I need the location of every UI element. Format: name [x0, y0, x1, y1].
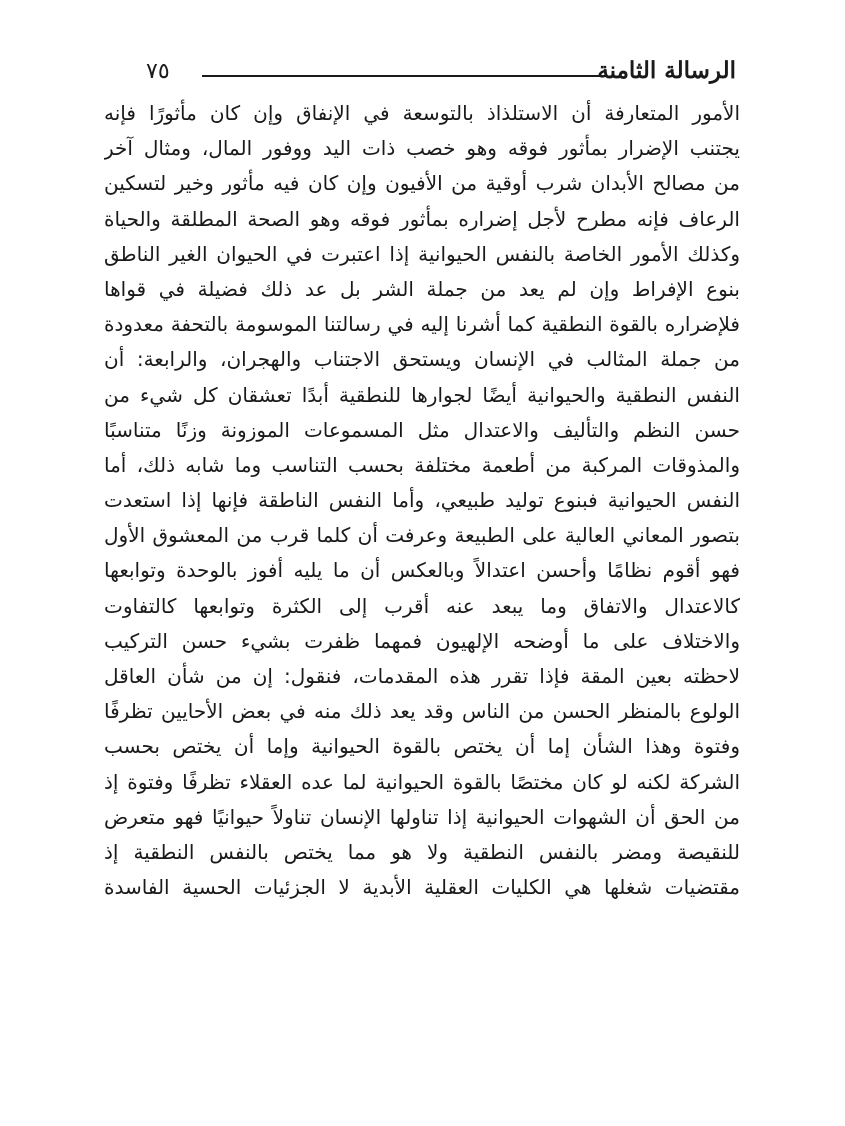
text-line: من جملة المثالب في الإنسان ويستحق الاجتناب والهجران، والرابعة: أن [104, 347, 740, 372]
text-line: كالاعتدال والاتفاق وما يبعد عنه أقرب إلى الكثرة وتوابعها كالتفاوت [104, 593, 740, 618]
text-line: للنقيصة ومضر بالنفس النطقية ولا هو مما يختص بالنفس النطقية إذ [104, 839, 740, 864]
text-line: الرعاف فإنه مطرح لأجل إضراره بمأثور فوقه وهو الصحة المطلقة والحياة [104, 206, 740, 231]
text-line: وفتوة وهذا الشأن إما أن يختص بالقوة الحيوانية وإما أن يختص بحسب [104, 734, 740, 759]
text-line: يجتنب الإضرار بمأثور فوقه وهو خصب ذات اليد ووفور المال، ومثال آخر [104, 136, 740, 161]
text-line: من الحق أن الشهوات الحيوانية إذا تناولها الإنسان تناولاً حيوانيًا فهو متعرض [104, 804, 740, 829]
running-title: الرسالة الثامنة [597, 57, 736, 84]
text-line: بنوع الإفراط وإن لم يعد من جملة الشر بل عد ذلك فضيلة في قواها [104, 276, 740, 301]
header-rule [202, 75, 600, 77]
text-line: حسن النظم والتأليف والاعتدال مثل المسموعات الموزونة وزنًا متناسبًا [104, 417, 740, 442]
body-text [104, 96, 740, 905]
text-line: الأمور المتعارفة أن الاستلذاذ بالتوسعة في الإنفاق وإن كان مأثورًا فإنه [104, 101, 740, 125]
page-number: ٧٥ [146, 59, 170, 84]
text-line: والاختلاف على ما أوضحه الإلهيون فمهما ظفرت بشيء حسن التركيب [104, 628, 740, 653]
text-line: من مصالح الأبدان شرب أوقية من الأفيون وإن كان فيه مأثور وخير لتسكين [104, 171, 740, 196]
text-line: النفس الحيوانية فبنوع توليد طبيعي، وأما النفس الناطقة فإنها إذا استعدت [104, 488, 740, 513]
text-line: النفس النطقية والحيوانية أيضًا لجوارها للنطقية أبدًا تعشقان كل شيء من [104, 382, 740, 407]
text-line: الشركة لكنه لو كان مختصًا بالقوة الحيوانية لما عده العقلاء تظرفًا وفتوة إذ [104, 769, 740, 794]
text-line: فلإضراره بالقوة النطقية كما أشرنا إليه في رسالتنا الموسومة بالتحفة معدودة [104, 312, 740, 337]
page-header [140, 54, 740, 94]
text-line: وكذلك الأمور الخاصة بالنفس الحيوانية إذا اعتبرت في الحيوان الغير الناطق [104, 241, 740, 266]
text-line: بتصور المعاني العالية على الطبيعة وعرفت أن كلما قرب من المعشوق الأول [104, 523, 740, 548]
text-line: لاحظته بعين المقة فإذا تقرر هذه المقدمات، فنقول: إن من شأن العاقل [104, 664, 740, 688]
text-line: فهو أقوم نظامًا وأحسن اعتدالاً وبالعكس أن ما يليه أفوز بالوحدة وتوابعها [104, 558, 740, 583]
text-line: والمذوقات المركبة من أطعمة مختلفة بحسب التناسب وما شابه ذلك، أما [104, 452, 740, 477]
text-line: مقتضيات شغلها هي الكليات العقلية الأبدية لا الجزئيات الحسية الفاسدة [104, 875, 740, 900]
text-line: الولوع بالمنظر الحسن من الناس وقد يعد ذلك منه في بعض الأحايين تظرفًا [104, 699, 740, 724]
